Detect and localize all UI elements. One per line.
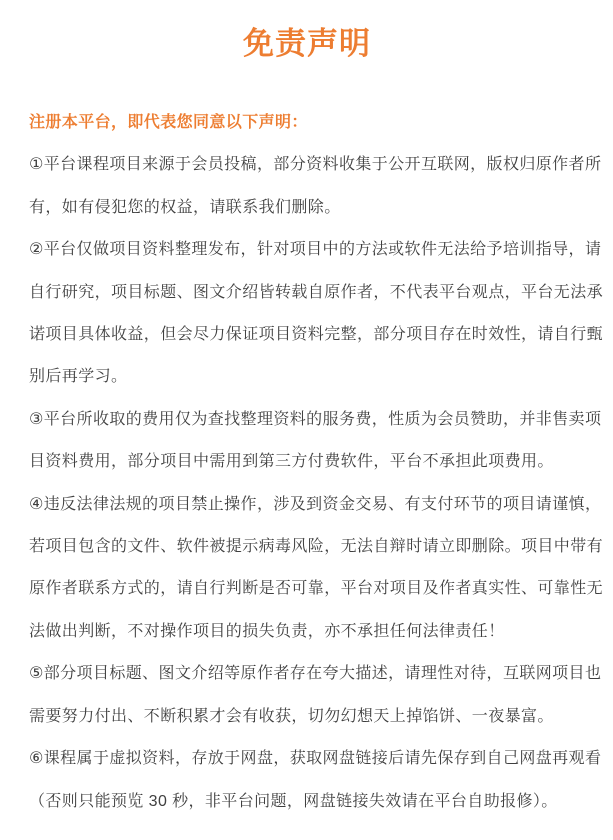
paragraph-4-line-1: ④违反法律法规的项目禁止操作，涉及到资金交易、有支付环节的项目请谨慎， bbox=[29, 495, 602, 513]
paragraph-4-line-3: 原作者联系方式的，请自行判断是否可靠，平台对项目及作者真实性、可靠性无 bbox=[29, 580, 604, 598]
paragraph-1-line-2: 有，如有侵犯您的权益，请联系我们删除。 bbox=[29, 198, 341, 216]
disclaimer-body bbox=[29, 102, 604, 823]
paragraph-2-line-2: 自行研究，项目标题、图文介绍皆转载自原作者，不代表平台观点，平台无法承 bbox=[29, 283, 604, 301]
paragraph-6-line-2: （否则只能预览 30 秒，非平台问题，网盘链接失效请在平台自助报修）。 bbox=[29, 792, 558, 810]
paragraph-5-line-1: ⑤部分项目标题、图文介绍等原作者存在夸大描述，请理性对待，互联网项目也 bbox=[29, 665, 602, 683]
intro-statement: 注册本平台，即代表您同意以下声明： bbox=[29, 114, 308, 131]
paragraph-2-line-3: 诺项目具体收益，但会尽力保证项目资料完整，部分项目存在时效性，请自行甄 bbox=[29, 326, 604, 344]
paragraph-3-line-2: 目资料费用，部分项目中需用到第三方付费软件，平台不承担此项费用。 bbox=[29, 453, 554, 471]
paragraph-3-line-1: ③平台所收取的费用仅为查找整理资料的服务费，性质为会员赞助，并非售卖项 bbox=[29, 410, 602, 428]
paragraph-6-line-1: ⑥课程属于虚拟资料，存放于网盘，获取网盘链接后请先保存到自己网盘再观看 bbox=[29, 750, 602, 768]
paragraph-1-line-1: ①平台课程项目来源于会员投稿，部分资料收集于公开互联网，版权归原作者所 bbox=[29, 156, 602, 174]
paragraph-4-line-4: 法做出判断，不对操作项目的损失负责，亦不承担任何法律责任！ bbox=[29, 622, 505, 640]
paragraph-2-line-1: ②平台仅做项目资料整理发布，针对项目中的方法或软件无法给予培训指导，请 bbox=[29, 241, 602, 259]
page-title: 免责声明 bbox=[243, 26, 371, 61]
paragraph-5-line-2: 需要努力付出、不断积累才会有收获，切勿幻想天上掉馅饼、一夜暴富。 bbox=[29, 707, 554, 725]
paragraph-2-line-4: 别后再学习。 bbox=[29, 368, 128, 386]
paragraph-4-line-2: 若项目包含的文件、软件被提示病毒风险，无法自辩时请立即删除。项目中带有 bbox=[29, 538, 604, 556]
